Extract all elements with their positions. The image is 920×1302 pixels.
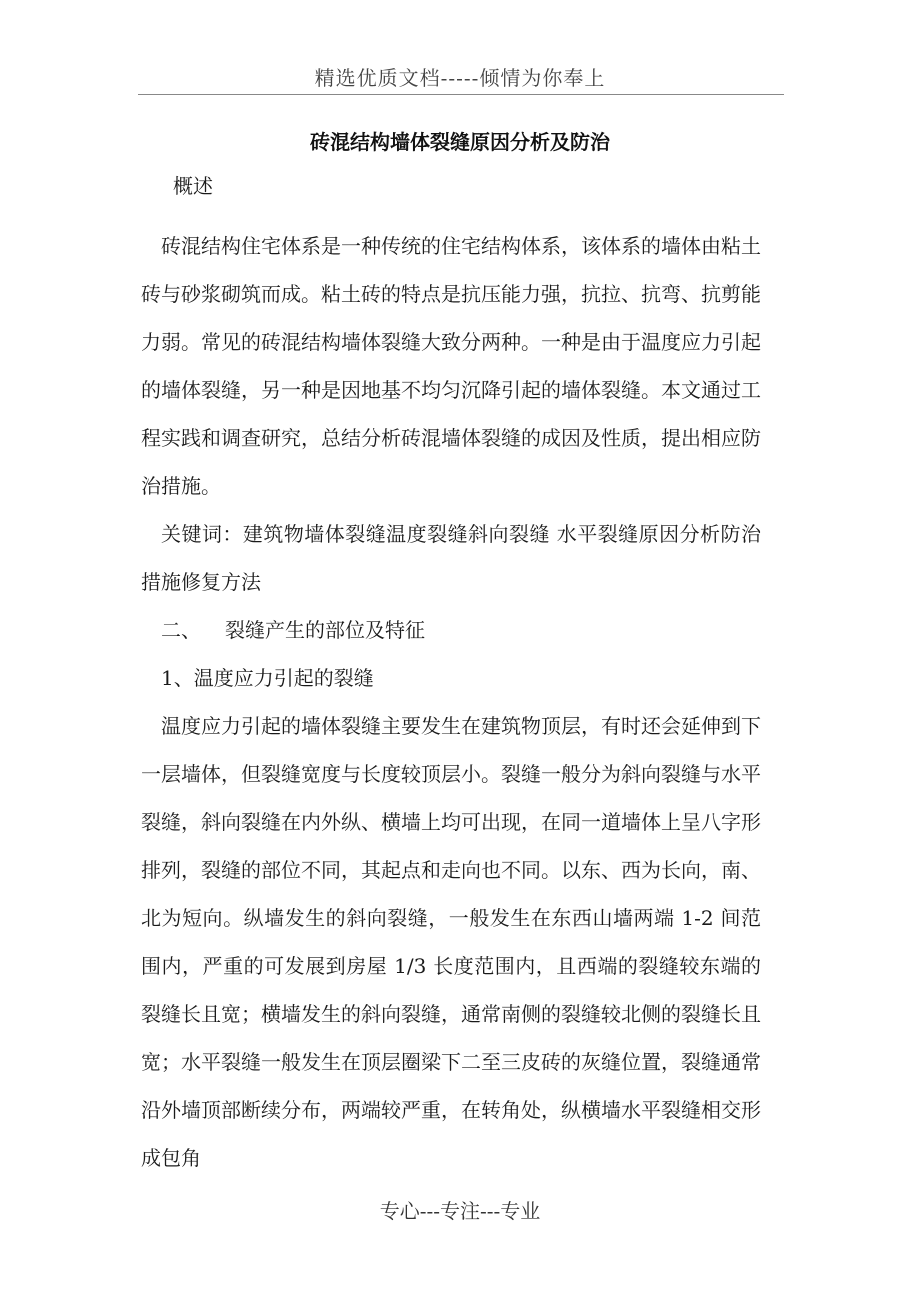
section-heading [141,606,761,654]
header-divider [138,94,784,95]
subsection-heading: 1、温度应力引起的裂缝 [161,666,374,690]
document-title: 砖混结构墙体裂缝原因分析及防治 [310,130,610,154]
keywords-paragraph: 关键词：建筑物墙体裂缝温度裂缝斜向裂缝 水平裂缝原因分析防治措施修复方法 [141,522,761,594]
section-title: 裂缝产生的部位及特征 [225,618,425,642]
section-number: 二、 [161,618,201,642]
body-paragraph: 温度应力引起的墙体裂缝主要发生在建筑物顶层，有时还会延伸到下一层墙体，但裂缝宽度与长度较顶层小。裂缝一般分为斜向裂缝与水平裂缝，斜向裂缝在内外纵、横墙上均可出现，在同一道墙体上呈八字形排列，裂缝的部位不同，其起点和走向也不同。以东、西为长向，南、北为短向。纵墙发生的斜向裂缝，一般发生在东西山墙两端 1-2 间范围内，严重的可发展到房屋 1/3 长度范围内，且西端的裂缝较东端的裂缝长且宽；横墙发生的斜向裂缝，通常南侧的裂缝较北侧的裂缝长且宽；水平裂缝一般发生在顶层圈梁下二至三皮砖的灰缝位置，裂缝通常沿外墙顶部断续分布，两端较严重，在转角处，纵横墙水平裂缝相交形成包角 [141,714,761,1170]
document-body [141,174,761,1182]
page-footer: 专心---专注---专业 [379,1199,541,1223]
intro-paragraph: 砖混结构住宅体系是一种传统的住宅结构体系，该体系的墙体由粘土砖与砂浆砌筑而成。粘土砖的特点是抗压能力强，抗拉、抗弯、抗剪能力弱。常见的砖混结构墙体裂缝大致分两种。一种是由于温度应力引起的墙体裂缝，另一种是因地基不均匀沉降引起的墙体裂缝。本文通过工程实践和调查研究，总结分析砖混墙体裂缝的成因及性质，提出相应防治措施。 [141,234,761,498]
overview-label: 概述 [173,174,213,198]
page-header: 精选优质文档-----倾情为你奉上 [314,66,606,90]
